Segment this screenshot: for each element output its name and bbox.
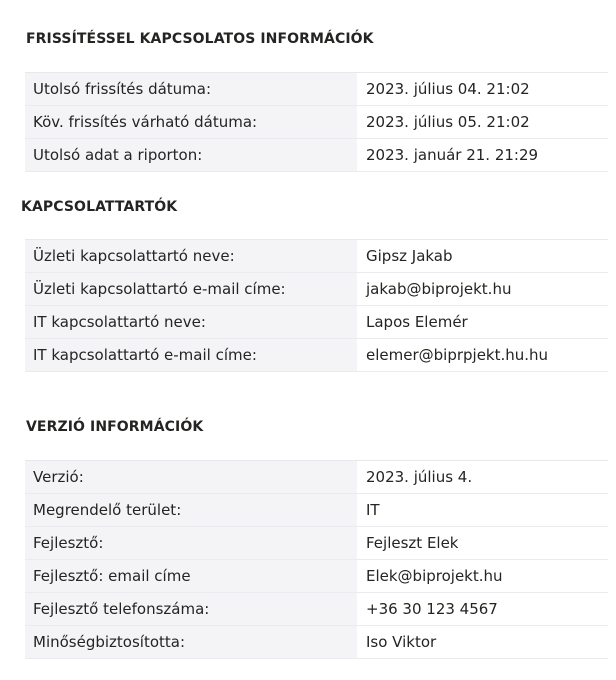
row-value: 2023. július 05. 21:02 <box>357 106 608 139</box>
table-row <box>25 626 608 659</box>
table-row <box>25 73 608 106</box>
row-label: Minőségbiztosította: <box>25 626 357 659</box>
contacts-table <box>25 239 608 372</box>
row-label: Köv. frissítés várható dátuma: <box>25 106 357 139</box>
version-info-table <box>25 460 608 659</box>
table-row <box>25 306 608 339</box>
row-value: IT <box>357 494 608 527</box>
row-label: Üzleti kapcsolattartó neve: <box>25 240 357 273</box>
row-value: Lapos Elemér <box>357 306 608 339</box>
row-value: 2023. július 4. <box>357 461 608 494</box>
row-value: elemer@biprpjekt.hu.hu <box>357 339 608 372</box>
row-value: jakab@biprojekt.hu <box>357 273 608 306</box>
table-row <box>25 106 608 139</box>
row-label: Üzleti kapcsolattartó e-mail címe: <box>25 273 357 306</box>
table-row <box>25 560 608 593</box>
table-row <box>25 494 608 527</box>
row-label: Utolsó frissítés dátuma: <box>25 73 357 106</box>
row-label: Utolsó adat a riporton: <box>25 139 357 172</box>
row-label: Fejlesztő: email címe <box>25 560 357 593</box>
refresh-info-table <box>25 72 608 172</box>
row-label: Megrendelő terület: <box>25 494 357 527</box>
row-value: 2023. július 04. 21:02 <box>357 73 608 106</box>
row-label: IT kapcsolattartó e-mail címe: <box>25 339 357 372</box>
row-value: Iso Viktor <box>357 626 608 659</box>
table-row <box>25 139 608 172</box>
section-title-refresh-info: FRISSÍTÉSSEL KAPCSOLATOS INFORMÁCIÓK <box>26 31 374 47</box>
row-value: 2023. január 21. 21:29 <box>357 139 608 172</box>
row-value: +36 30 123 4567 <box>357 593 608 626</box>
table-row <box>25 339 608 372</box>
table-row <box>25 527 608 560</box>
row-value: Gipsz Jakab <box>357 240 608 273</box>
section-title-version-info: VERZIÓ INFORMÁCIÓK <box>26 419 204 435</box>
row-label: Fejlesztő telefonszáma: <box>25 593 357 626</box>
row-label: Fejlesztő: <box>25 527 357 560</box>
row-label: Verzió: <box>25 461 357 494</box>
row-label: IT kapcsolattartó neve: <box>25 306 357 339</box>
row-value: Fejleszt Elek <box>357 527 608 560</box>
table-row <box>25 273 608 306</box>
table-row <box>25 461 608 494</box>
table-row <box>25 593 608 626</box>
table-row <box>25 240 608 273</box>
section-title-contacts: KAPCSOLATTARTÓK <box>21 199 178 215</box>
row-value: Elek@biprojekt.hu <box>357 560 608 593</box>
